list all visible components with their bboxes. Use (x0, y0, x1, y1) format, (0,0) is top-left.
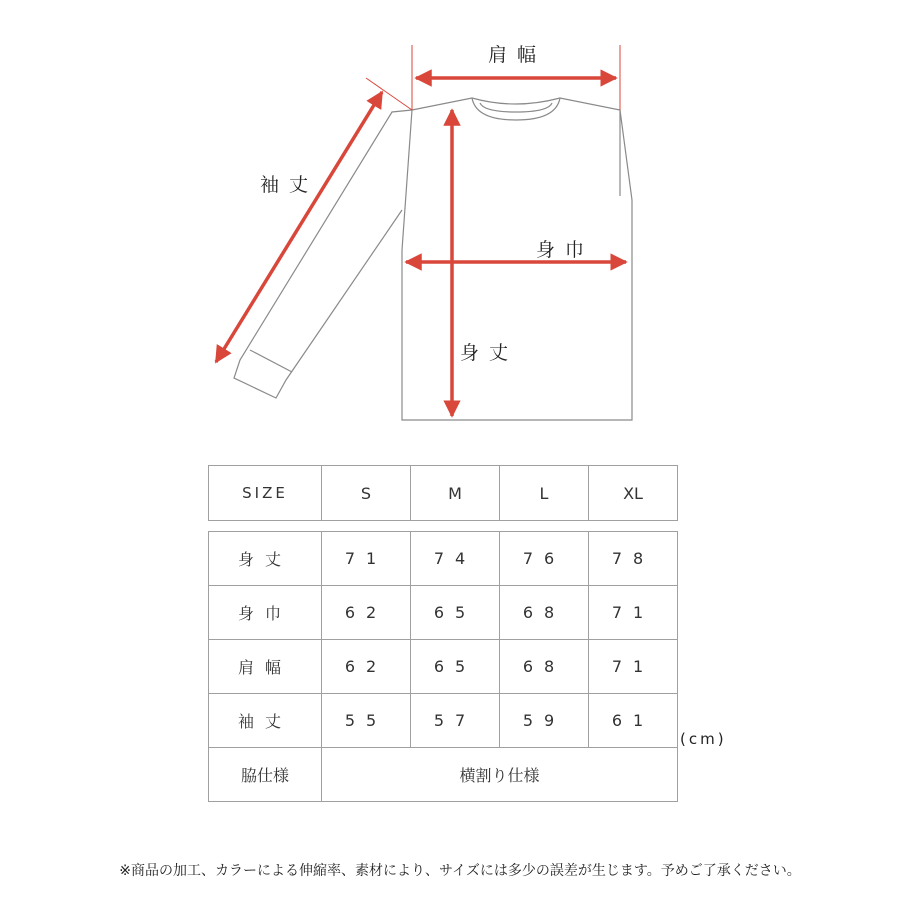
size-header-label: SIZE (209, 466, 322, 521)
unit-label: (cm) (680, 730, 727, 748)
table-row (209, 532, 678, 586)
table-row (209, 640, 678, 694)
cell-value: 68 (500, 640, 589, 694)
cell-value: 74 (411, 532, 500, 586)
cell-value: 61 (589, 694, 678, 748)
cell-value: 65 (411, 586, 500, 640)
cell-value: 68 (500, 586, 589, 640)
width-label: 身巾 (536, 239, 595, 261)
table-row (209, 748, 678, 802)
table-row (209, 694, 678, 748)
cell-value: 59 (500, 694, 589, 748)
shirt-diagram (0, 0, 920, 440)
measurement-lines (216, 45, 626, 416)
size-m: M (411, 466, 500, 521)
row-label: 袖丈 (209, 694, 322, 748)
cell-value: 76 (500, 532, 589, 586)
cell-value: 65 (411, 640, 500, 694)
cell-value: 55 (322, 694, 411, 748)
shirt-cuff (250, 350, 292, 372)
size-xl: XL (589, 466, 678, 521)
size-s: S (322, 466, 411, 521)
size-table (208, 465, 678, 802)
disclaimer-note: ※商品の加工、カラーによる伸縮率、素材により、サイズには多少の誤差が生じます。予めご了承ください。 (119, 863, 801, 879)
length-label: 身丈 (460, 342, 519, 364)
size-header-row (209, 466, 678, 521)
cell-value: 71 (322, 532, 411, 586)
cell-value: 62 (322, 640, 411, 694)
cell-value: 78 (589, 532, 678, 586)
side-spec-value: 横割り仕様 (322, 748, 678, 802)
cell-value: 71 (589, 640, 678, 694)
sleeve-label: 袖丈 (260, 174, 319, 196)
table-gap (209, 521, 678, 532)
side-spec-label: 脇仕様 (209, 748, 322, 802)
row-label: 身巾 (209, 586, 322, 640)
shoulder-label: 肩幅 (488, 44, 547, 66)
sleeve-arrow (216, 92, 382, 362)
shirt-sleeve (234, 110, 412, 398)
table-row (209, 586, 678, 640)
size-l: L (500, 466, 589, 521)
cell-value: 57 (411, 694, 500, 748)
shirt-body (402, 98, 632, 420)
cell-value: 62 (322, 586, 411, 640)
row-label: 身丈 (209, 532, 322, 586)
row-label: 肩幅 (209, 640, 322, 694)
cell-value: 71 (589, 586, 678, 640)
